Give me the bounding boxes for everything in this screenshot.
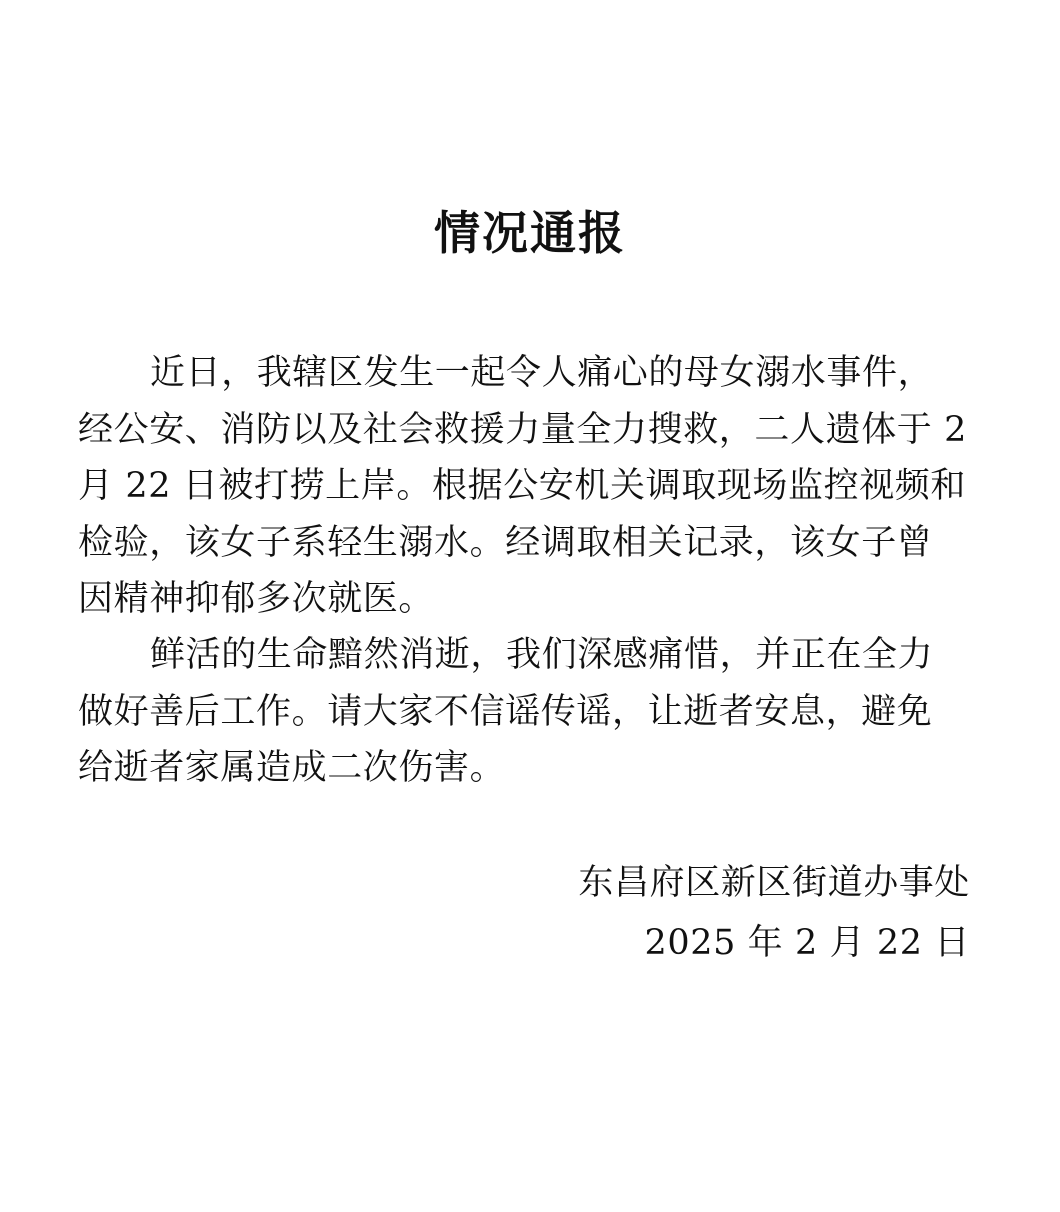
paragraph-1-line-4: 检验，该女子系轻生溺水。经调取相关记录，该女子曾 (78, 522, 933, 563)
paragraph-2-line-1: 鲜活的生命黯然消逝，我们深感痛惜，并正在全力 (150, 635, 934, 675)
issuer-name: 东昌府区新区街道办事处 (578, 863, 970, 903)
paragraph-1-line-1: 近日，我辖区发生一起令人痛心的母女溺水事件， (150, 353, 934, 393)
paragraph-2 (78, 627, 978, 797)
paragraph-1-line-2: 经公安、消防以及社会救援力量全力搜救，二人遗体于 2 (78, 409, 967, 450)
paragraph-1-line-5: 因精神抑郁多次就医。 (78, 579, 435, 619)
signature-block (578, 853, 970, 973)
paragraph-2-line-3: 给逝者家属造成二次伤害。 (78, 748, 506, 788)
paragraph-1 (78, 345, 978, 628)
paragraph-1-line-3: 月 22 日被打捞上岸。根据公安机关调取现场监控视频和 (78, 466, 966, 506)
paragraph-2-line-2: 做好善后工作。请大家不信谣传谣，让逝者安息，避免 (78, 691, 933, 732)
document-title: 情况通报 (434, 206, 626, 260)
issue-date: 2025 年 2 月 22 日 (644, 923, 970, 963)
